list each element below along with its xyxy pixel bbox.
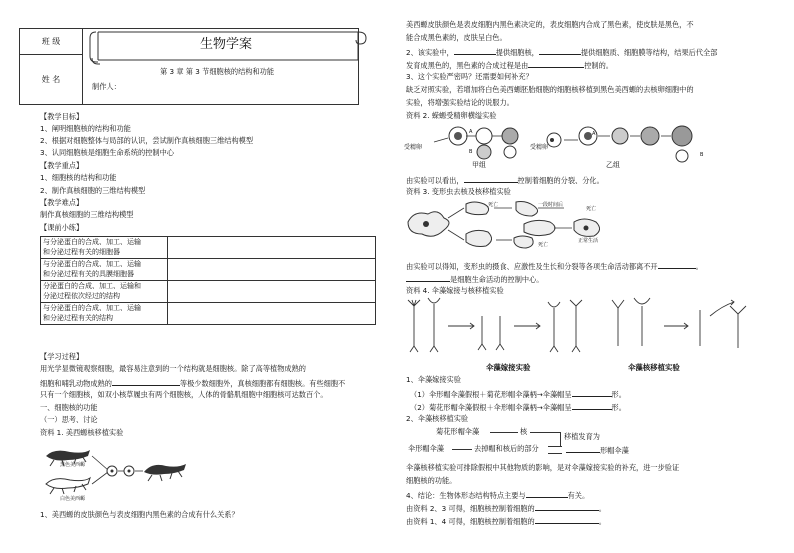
- newt-egg-figure: [404, 124, 714, 166]
- answer-1-line-1: 美西螈皮肤颜色是表皮细胞内黑色素决定的，表皮细胞内合成了黑色素，使皮肤是黑色，不: [406, 20, 694, 29]
- blank[interactable]: [535, 502, 599, 511]
- blank[interactable]: [528, 59, 584, 68]
- flow-arrow-2: [452, 449, 472, 450]
- fig2-marker-a1: A: [469, 129, 473, 135]
- transplant-note-2: 细胞核的功能。: [406, 476, 457, 485]
- flow-nucleus: 核: [520, 427, 528, 436]
- name-label: 姓 名: [20, 55, 83, 105]
- key-point-1: 1、细胞核的结构和功能: [40, 173, 117, 182]
- blank[interactable]: [572, 401, 612, 410]
- material3-title: 资料 3. 变形虫去核及核移植实验: [406, 187, 511, 196]
- answer-cell[interactable]: [168, 237, 376, 259]
- objective-3: 3、认同细胞核是细胞生命系统的控制中心: [40, 148, 174, 157]
- table-row: [41, 303, 376, 325]
- fig1-label-black: 黑色美西螈: [60, 462, 86, 468]
- fig2-group-jia: 甲组: [472, 161, 486, 169]
- flow-join: [548, 446, 562, 454]
- caption-transplant: 伞藻核移植实验: [628, 363, 680, 372]
- row-text: 与分泌蛋白的合成、加工、运输: [43, 304, 141, 312]
- flow-arrow-1: [490, 432, 518, 433]
- blank[interactable]: [454, 46, 496, 55]
- fig2-marker-a2: A: [592, 131, 596, 137]
- fig2-label-egg-b: 受精卵: [530, 144, 549, 151]
- flow-mid: 去掉帽和核后的部分: [474, 444, 539, 453]
- row-text: 分泌蛋白的合成、加工、运输和: [43, 282, 141, 290]
- question-3: 3、这个实验严密吗？还需要如何补充？: [406, 72, 533, 81]
- blank[interactable]: [572, 388, 612, 397]
- caption-graft: 伞藻嫁接实验: [486, 363, 531, 372]
- answer-3-line-2: 实验，将增强实验结论的说服力。: [406, 98, 514, 107]
- class-label: 班 级: [20, 29, 83, 55]
- fig2-label-egg-a: 受精卵: [404, 144, 423, 151]
- conclusion-3-line-2: 是细胞生命活动的控制中心。: [406, 273, 543, 285]
- study-heading: 【学习过程】: [40, 352, 84, 361]
- blank[interactable]: [535, 515, 599, 524]
- row-text: 和分泌过程有关的结构: [43, 313, 113, 322]
- flow-result-2: 形帽伞藻: [566, 444, 629, 456]
- key-point-2: 2、制作真核细胞的三维结构模型: [40, 186, 146, 195]
- blank[interactable]: [566, 444, 600, 453]
- answer-1-line-2: 能合成黑色素的，皮肤呈白色。: [406, 33, 507, 42]
- table-row: [41, 259, 376, 281]
- para-line-3: 只有一个细胞核，如双小核草履虫有两个细胞核，人体的骨骼肌细胞中细胞核可达数百个。: [40, 390, 328, 399]
- fig3-label-dead-2: 死亡: [586, 206, 597, 212]
- material2-title: 资料 2. 蝾螈受精卵横缢实验: [406, 111, 497, 120]
- row-text: 与分泌蛋白的合成、加工、运输: [43, 260, 141, 268]
- row-text: 与分泌蛋白的合成、加工、运输: [43, 238, 141, 246]
- conclusion-5: 由资料 2、3 可得，细胞核控制着细胞的 。: [406, 504, 606, 513]
- answer-cell[interactable]: [168, 259, 376, 281]
- flow-result-1: 移植发育为: [564, 432, 600, 441]
- fig1-label-white: 白色美西螈: [60, 496, 86, 502]
- sub1-heading: （一）思考、讨论: [40, 415, 98, 424]
- question-1: 1、美西螈的皮肤颜色与表皮细胞内黑色素的合成有什么关系？: [40, 510, 239, 519]
- graft-heading: 1、伞藻嫁接实验: [406, 375, 461, 384]
- row-text: 分泌过程依次经过的结构: [43, 291, 120, 300]
- answer-cell[interactable]: [168, 303, 376, 325]
- fig2-marker-b2: B: [700, 152, 704, 158]
- row-text: 和分泌过程有关的具膜细胞器: [43, 269, 134, 278]
- amoeba-figure: [404, 200, 614, 254]
- practice-table: [40, 236, 376, 325]
- fig2-group-yi: 乙组: [606, 161, 620, 169]
- material4-title: 资料 4. 伞藻嫁接与核移植实验: [406, 286, 504, 295]
- transplant-note-1: 伞藻核移植实验可排除假根中其他物质的影响，是对伞藻嫁接实验的补充，进一步验证: [406, 463, 680, 472]
- difficulty-text: 制作真核细胞的三维结构模型: [40, 210, 134, 219]
- fig3-label-dead-1: 死亡: [488, 202, 499, 208]
- objective-2: 2、根据对细胞整体与局部的认识，尝试制作真核细胞三维结构模型: [40, 136, 254, 145]
- conclusion-3-line-1: 由实验可以得知，变形虫的摄食、应激性及生长和分裂等各项生命活动都离不开 。: [406, 262, 703, 271]
- table-row: [41, 237, 376, 259]
- conclusion-2: 由实验可以看出， 控制着细胞的分裂、分化。: [406, 176, 604, 185]
- flow-top: 菊花形帽伞藻: [436, 427, 480, 436]
- graft-line-1: （1）伞形帽伞藻假根＋菊花形帽伞藻柄→伞藻帽呈 形。: [410, 390, 626, 399]
- blank[interactable]: [112, 377, 180, 386]
- chapter-title: 第 3 章 第 3 节细胞核的结构和功能: [160, 67, 275, 76]
- material1-title: 资料 1. 美西螈核移植实验: [40, 428, 124, 437]
- question-2-line-1: 2、该实验中， 提供细胞核， 提供细胞质、细胞膜等结构，结果后代全部: [406, 48, 718, 57]
- graft-line-2: （2）菊花形帽伞藻假根＋伞形帽伞藻柄→伞藻帽呈 形。: [410, 403, 626, 412]
- row-text: 和分泌过程有关的细胞器: [43, 247, 120, 256]
- conclusion-4: 4、结论：生物体形态结构特点主要与 有关。: [406, 491, 590, 500]
- page-title: 生物学案: [200, 37, 253, 52]
- question-2-line-2: 发育成黑色的，黑色素的合成过程是由 控制的。: [406, 61, 613, 70]
- objectives-heading: 【教学目标】: [40, 112, 84, 121]
- fig2-marker-b1: B: [469, 149, 473, 155]
- key-heading: 【教学重点】: [40, 161, 84, 170]
- flow-left: 伞形帽伞藻: [408, 444, 444, 453]
- difficulty-heading: 【教学难点】: [40, 198, 84, 207]
- fig3-label-alive: 正常生活: [578, 238, 599, 244]
- blank[interactable]: [658, 260, 696, 269]
- fig3-label-time: 一段时间后: [538, 202, 564, 208]
- fig3-label-dead-3: 死亡: [538, 242, 549, 248]
- conclusion-6: 由资料 1、4 可得，细胞核控制着细胞的 。: [406, 517, 606, 526]
- author-label: 制作人：: [92, 82, 121, 91]
- acetabularia-figure: [404, 296, 754, 358]
- table-row: [41, 281, 376, 303]
- answer-cell[interactable]: [168, 281, 376, 303]
- section1-heading: 一、细胞核的功能: [40, 403, 98, 412]
- answer-3-line-1: 缺乏对照实验，若增加将白色美西螈胚胎细胞的细胞核移植到黑色美西螈的去核卵细胞中的: [406, 85, 694, 94]
- para-line-1: 用光学显微镜观察细胞，最容易注意到的一个结构就是细胞核。除了高等植物成熟的: [40, 364, 306, 373]
- objective-1: 1、阐明细胞核的结构和功能: [40, 124, 131, 133]
- para-line-2: 细胞和哺乳动物成熟的 等极少数细胞外，真核细胞都有细胞核。有些细胞不: [40, 379, 346, 388]
- blank[interactable]: [539, 46, 581, 55]
- blank[interactable]: [406, 273, 450, 282]
- transplant-heading: 2、伞藻核移植实验: [406, 414, 469, 423]
- blank[interactable]: [526, 489, 568, 498]
- blank[interactable]: [464, 174, 518, 183]
- practice-heading: 【课前小练】: [40, 223, 84, 232]
